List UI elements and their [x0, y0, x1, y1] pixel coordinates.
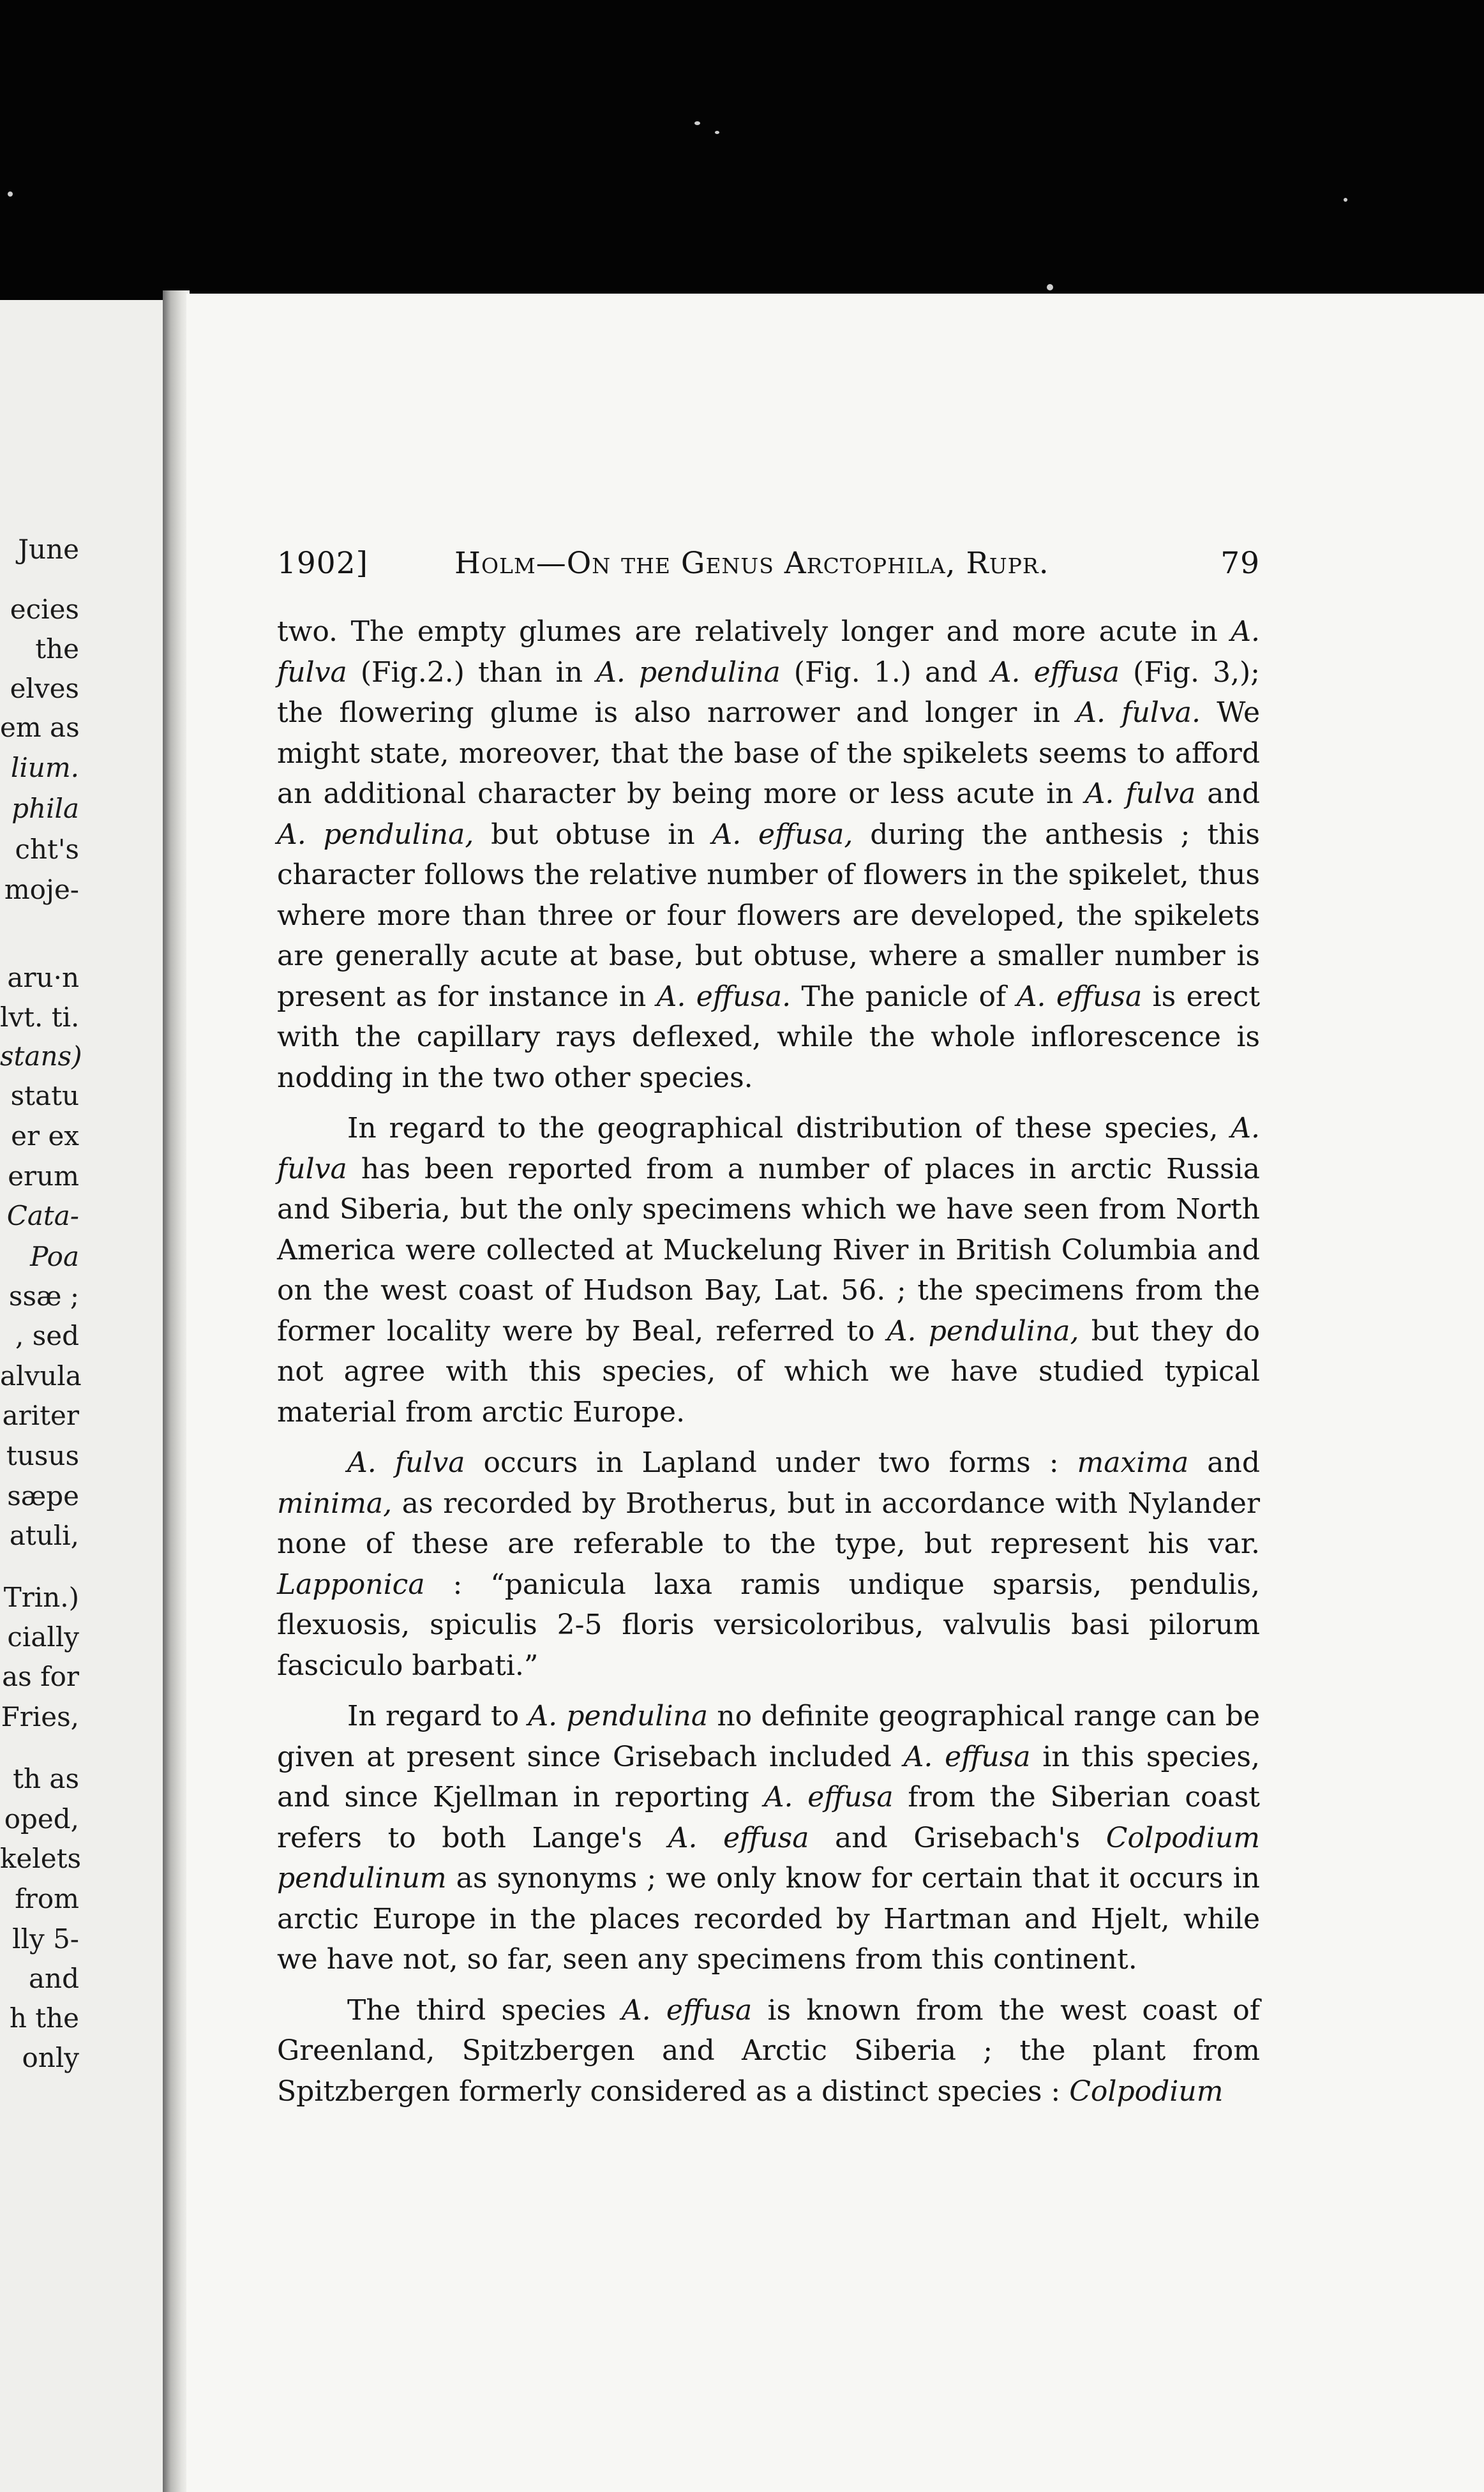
italic-term: A. pendulina, [277, 818, 474, 851]
italic-term: A. effusa [763, 1781, 894, 1813]
paragraph [277, 612, 1260, 1098]
left-fragment-line: h the [9, 2002, 79, 2034]
italic-term: A. effusa [903, 1740, 1031, 1773]
speck [715, 131, 719, 134]
text-run: (Fig. 1.) and [780, 656, 991, 689]
text-run: in this species, and since Kjellman in reporting [277, 1740, 1260, 1813]
text-run: during the anthesis ; this character follows the relative number of flowers in the spikelet, thus where more than three or four flowers are developed, the spikelets are generally acute at base, but obtuse, where a smaller number is present as for instance in [277, 818, 1260, 1013]
text-run: as synonyms ; we only know for certain that it occurs in arctic Europe in the places recorded by Hartman and Hjelt, while we have not, so far, seen any specimens from this continent. [277, 1862, 1260, 1976]
left-fragment-line: em as [0, 712, 80, 743]
italic-term: A. fulva. [1076, 696, 1201, 729]
left-fragment-line: Poa [30, 1241, 79, 1272]
italic-term: A. fulva [277, 1112, 1260, 1185]
page-number: 79 [1220, 546, 1260, 581]
italic-term: A. effusa [668, 1821, 809, 1854]
text-run: is erect with the capillary rays deflexed, while the whole inflorescence is nodding in the two other species. [277, 980, 1261, 1094]
text-run: two. The empty glumes are relatively longer and more acute in [277, 615, 1231, 648]
running-header [277, 546, 1260, 584]
left-fragment-line: only [22, 2042, 79, 2073]
left-fragment-line: lium. [10, 752, 79, 783]
left-fragment-line: as for [2, 1661, 79, 1692]
speck [694, 121, 700, 125]
dark-background [0, 0, 1484, 300]
italic-term: A. effusa, [712, 818, 853, 851]
italic-term: A. pendulina, [887, 1314, 1079, 1347]
left-fragment-line: lly 5- [12, 1923, 79, 1955]
speck [8, 191, 13, 197]
text-run: In regard to [347, 1700, 528, 1732]
text-run: (Fig. 3,); the flowering glume is also narrower and longer in [277, 656, 1261, 729]
text-run: : “panicula laxa ramis undique sparsis, pendulis, flexuosis, spiculis 2-5 floris versicoloribus, valvulis basi pilorum fasciculo barbati.” [277, 1568, 1260, 1682]
text-run: is known from the west coast of Greenland, Spitzbergen and Arctic Siberia ; the plant from Spitzbergen formerly considered as a distinct species : [277, 1993, 1260, 2108]
text-run: The panicle of [791, 980, 1017, 1013]
paragraph [277, 1108, 1260, 1432]
left-fragment-line: ssæ ; [8, 1280, 79, 1312]
left-fragment-line: th as [13, 1763, 79, 1794]
speck [1344, 198, 1347, 202]
left-fragment-line: oped, [4, 1803, 79, 1835]
left-fragment-line: Fries, [1, 1701, 79, 1732]
italic-term: A. effusa [991, 656, 1120, 689]
text-run: The third species [347, 1993, 622, 2027]
left-fragment-line: phila [11, 793, 79, 824]
text-run: as recorded by Brotherus, but in accordance with Nylander none of these are referable to the type, but represent his var. [277, 1487, 1260, 1560]
text-run: but they do not agree with this species, of which we have studied typical material from arctic Europe. [277, 1314, 1261, 1429]
page-gutter [163, 290, 190, 2492]
text-run: and [1188, 1446, 1260, 1479]
text-run: We might state, moreover, that the base of the spikelets seems to afford an additional character by being more or less acute in [277, 696, 1260, 810]
left-fragment-line: lvt. ti. [0, 1002, 80, 1033]
left-fragment-line: Cata- [6, 1200, 79, 1231]
text-run: and Grisebach's [809, 1821, 1106, 1854]
left-fragment-line: and [29, 1963, 79, 1994]
italic-term: A. fulva [277, 615, 1260, 689]
left-fragment-line: June [18, 534, 79, 565]
italic-term: A. effusa [621, 1993, 753, 2027]
left-fragment-line: erum [8, 1160, 79, 1192]
header-year: 1902] [277, 546, 368, 581]
text-run: and [1195, 777, 1260, 810]
left-fragment-line: stans) [0, 1040, 82, 1072]
italic-term: maxima [1077, 1446, 1189, 1479]
speck [1047, 284, 1053, 290]
italic-term: A. effusa [1016, 980, 1143, 1013]
text-run: (Fig.2.) than in [347, 656, 597, 689]
left-fragment-line: sæpe [7, 1480, 79, 1512]
text-run: no definite geographical range can be given at present since Grisebach included [277, 1700, 1260, 1773]
left-fragment-line: moje- [4, 874, 79, 905]
left-fragment-line: alvula [0, 1360, 82, 1392]
left-page [0, 300, 167, 2492]
left-fragment-line: from [15, 1883, 79, 1914]
italic-term: A. fulva [347, 1446, 465, 1479]
text-run: but obtuse in [474, 818, 712, 851]
italic-term: Colpodium pendulinum [277, 1821, 1260, 1895]
left-fragment-line: Trin.) [3, 1582, 79, 1613]
left-fragment-line: ariter [2, 1400, 79, 1431]
left-fragment-line: atuli, [9, 1520, 79, 1551]
left-fragment-line: elves [10, 673, 79, 704]
italic-term: A. effusa. [656, 980, 791, 1013]
left-fragment-line: aru·n [7, 962, 79, 993]
italic-term: A. fulva [1084, 777, 1196, 810]
italic-term: Lapponica [277, 1568, 425, 1601]
italic-term: minima, [277, 1487, 393, 1520]
left-fragment-line: kelets [0, 1843, 82, 1874]
italic-term: Colpodium [1069, 2075, 1224, 2108]
body-text [277, 612, 1260, 2122]
text-run: from the Siberian coast refers to both Lange's [277, 1781, 1260, 1854]
left-fragment-line: , sed [15, 1320, 79, 1351]
left-fragment-line: cially [7, 1621, 79, 1653]
left-fragment-line: statu [10, 1080, 79, 1111]
italic-term: A. pendulina [596, 656, 781, 689]
left-fragment-line: ecies [10, 594, 79, 625]
paragraph [277, 1443, 1260, 1686]
left-fragment-line: cht's [15, 834, 79, 865]
left-fragment-line: tusus [6, 1440, 79, 1471]
left-fragment-line: er ex [11, 1120, 79, 1152]
text-run: In regard to the geographical distribution of these species, [347, 1112, 1231, 1145]
paragraph [277, 1990, 1260, 2112]
text-run: occurs in Lapland under two forms : [465, 1446, 1077, 1479]
text-run: has been reported from a number of places in arctic Russia and Siberia, but the only specimens which we have seen from North America were collected at Muckelung River in British Columbia and on the west coast of Hudson Bay, Lat. 56. ; the specimens from the former locality were by Beal, referred to [277, 1152, 1260, 1347]
paragraph [277, 1696, 1260, 1980]
header-title: Holm—On the Genus Arctophila, Rupr. [454, 546, 1049, 581]
left-fragment-line: the [35, 633, 79, 664]
italic-term: A. pendulina [528, 1700, 708, 1732]
